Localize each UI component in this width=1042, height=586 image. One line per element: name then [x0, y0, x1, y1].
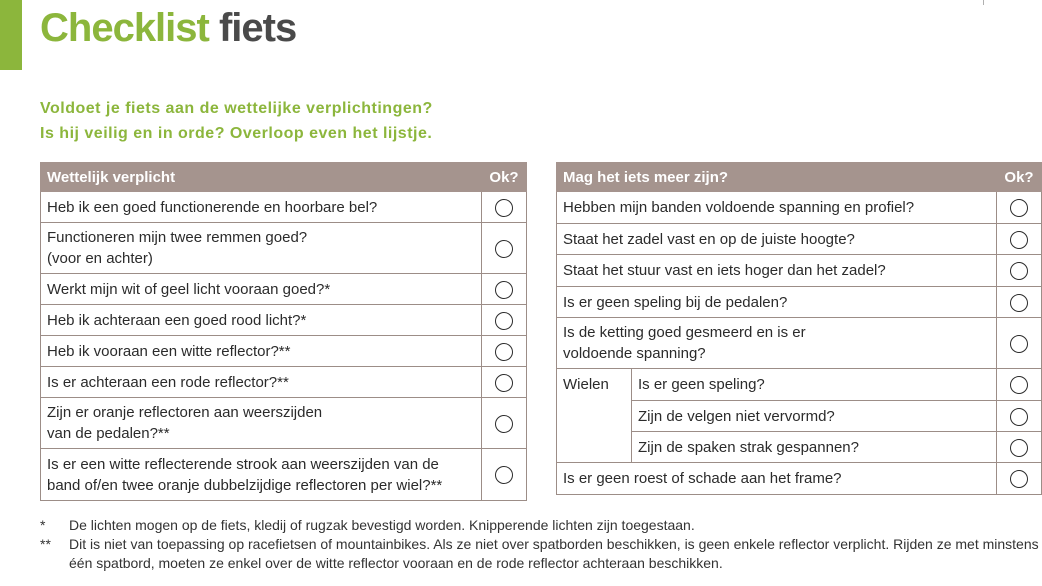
ok-cell — [997, 432, 1042, 463]
question-text: Functioneren mijn twee remmen goed? (voor en achter) — [41, 223, 482, 274]
check-circle-icon[interactable] — [495, 312, 513, 330]
footnote-mark: ** — [40, 536, 51, 552]
question-text: Heb ik achteraan een goed rood licht?* — [41, 305, 482, 336]
ok-cell — [997, 192, 1042, 224]
check-circle-icon[interactable] — [1010, 470, 1028, 488]
ok-cell — [482, 274, 527, 305]
table-row — [557, 463, 1042, 495]
footnote-1 — [40, 516, 1042, 535]
ok-cell — [997, 463, 1042, 495]
question-text: Zijn de spaken strak gespannen? — [632, 432, 997, 463]
legal-header: Wettelijk verplicht — [41, 163, 482, 192]
table-row — [41, 192, 527, 223]
title-checklist: Checklist — [40, 6, 209, 50]
ok-cell — [482, 336, 527, 367]
table-row — [41, 223, 527, 274]
title-fiets: fiets — [218, 6, 297, 50]
ok-cell — [997, 401, 1042, 432]
ok-header: Ok? — [997, 163, 1042, 192]
check-circle-icon[interactable] — [495, 415, 513, 433]
footnote-mark: * — [40, 517, 46, 533]
check-circle-icon[interactable] — [495, 374, 513, 392]
wielen-label: Wielen — [557, 369, 632, 463]
question-text: Is de ketting goed gesmeerd en is er voldoende spanning? — [557, 318, 997, 369]
ok-cell — [997, 224, 1042, 255]
check-circle-icon[interactable] — [1010, 199, 1028, 217]
check-circle-icon[interactable] — [1010, 294, 1028, 312]
question-text: Heb ik een goed functionerende en hoorbare bel? — [41, 192, 482, 223]
table-row — [41, 336, 527, 367]
table-row — [41, 274, 527, 305]
corner-tick — [983, 0, 984, 5]
extra-header: Mag het iets meer zijn? — [557, 163, 997, 192]
extra-checklist-table — [556, 162, 1042, 495]
ok-cell — [482, 398, 527, 449]
page-title — [40, 6, 296, 51]
check-circle-icon[interactable] — [495, 343, 513, 361]
check-circle-icon[interactable] — [1010, 231, 1028, 249]
ok-cell — [997, 287, 1042, 318]
legal-checklist-table — [40, 162, 527, 501]
question-text: Heb ik vooraan een witte reflector?** — [41, 336, 482, 367]
table-row — [41, 398, 527, 449]
ok-cell — [482, 449, 527, 501]
ok-cell — [482, 192, 527, 223]
question-text: Is er geen speling bij de pedalen? — [557, 287, 997, 318]
question-text: Zijn er oranje reflectoren aan weerszijden van de pedalen?** — [41, 398, 482, 449]
question-text: Staat het stuur vast en iets hoger dan het zadel? — [557, 255, 997, 287]
ok-cell — [482, 305, 527, 336]
question-text: Is er geen roest of schade aan het frame? — [557, 463, 997, 495]
check-circle-icon[interactable] — [495, 466, 513, 484]
table-row — [557, 369, 1042, 401]
ok-cell — [997, 318, 1042, 369]
question-text: Zijn de velgen niet vervormd? — [632, 401, 997, 432]
table-row — [41, 367, 527, 398]
footnote-text: Dit is niet van toepassing op racefietsen of mountainbikes. Als ze niet over spatborden beschikken, is geen enkele reflector verplicht. Rijden ze met minstens één spatbord, moeten ze enkel over de witte reflector vooraan en de rode reflector achteraan beschikken. — [69, 536, 1039, 571]
footnotes — [40, 516, 1042, 573]
check-circle-icon[interactable] — [1010, 376, 1028, 394]
table-row — [41, 305, 527, 336]
table-row — [557, 255, 1042, 287]
table-row — [557, 287, 1042, 318]
table-header-row — [557, 163, 1042, 192]
footnote-2 — [40, 535, 1042, 573]
check-circle-icon[interactable] — [1010, 335, 1028, 353]
ok-cell — [997, 369, 1042, 401]
table-row — [557, 318, 1042, 369]
table-row — [557, 192, 1042, 224]
subtitle — [40, 96, 433, 146]
question-text: Is er geen speling? — [632, 369, 997, 401]
question-text: Hebben mijn banden voldoende spanning en profiel? — [557, 192, 997, 224]
check-circle-icon[interactable] — [495, 240, 513, 258]
check-circle-icon[interactable] — [1010, 439, 1028, 457]
table-row — [557, 224, 1042, 255]
check-circle-icon[interactable] — [1010, 408, 1028, 426]
question-text: Staat het zadel vast en op de juiste hoogte? — [557, 224, 997, 255]
ok-cell — [997, 255, 1042, 287]
check-circle-icon[interactable] — [1010, 262, 1028, 280]
accent-bar — [0, 0, 22, 70]
ok-cell — [482, 367, 527, 398]
check-circle-icon[interactable] — [495, 199, 513, 217]
check-circle-icon[interactable] — [495, 281, 513, 299]
footnote-text: De lichten mogen op de fiets, kledij of rugzak bevestigd worden. Knipperende lichten zijn toegestaan. — [69, 517, 695, 533]
ok-header: Ok? — [482, 163, 527, 192]
subtitle-line-1: Voldoet je fiets aan de wettelijke verplichtingen? — [40, 100, 433, 117]
table-header-row — [41, 163, 527, 192]
question-text: Werkt mijn wit of geel licht vooraan goed?* — [41, 274, 482, 305]
ok-cell — [482, 223, 527, 274]
question-text: Is er achteraan een rode reflector?** — [41, 367, 482, 398]
subtitle-line-2: Is hij veilig en in orde? Overloop even het lijstje. — [40, 125, 433, 142]
table-row — [41, 449, 527, 501]
question-text: Is er een witte reflecterende strook aan weerszijden van de band of/en twee oranje dubbelzijdige reflectoren per wiel?** — [41, 449, 482, 501]
